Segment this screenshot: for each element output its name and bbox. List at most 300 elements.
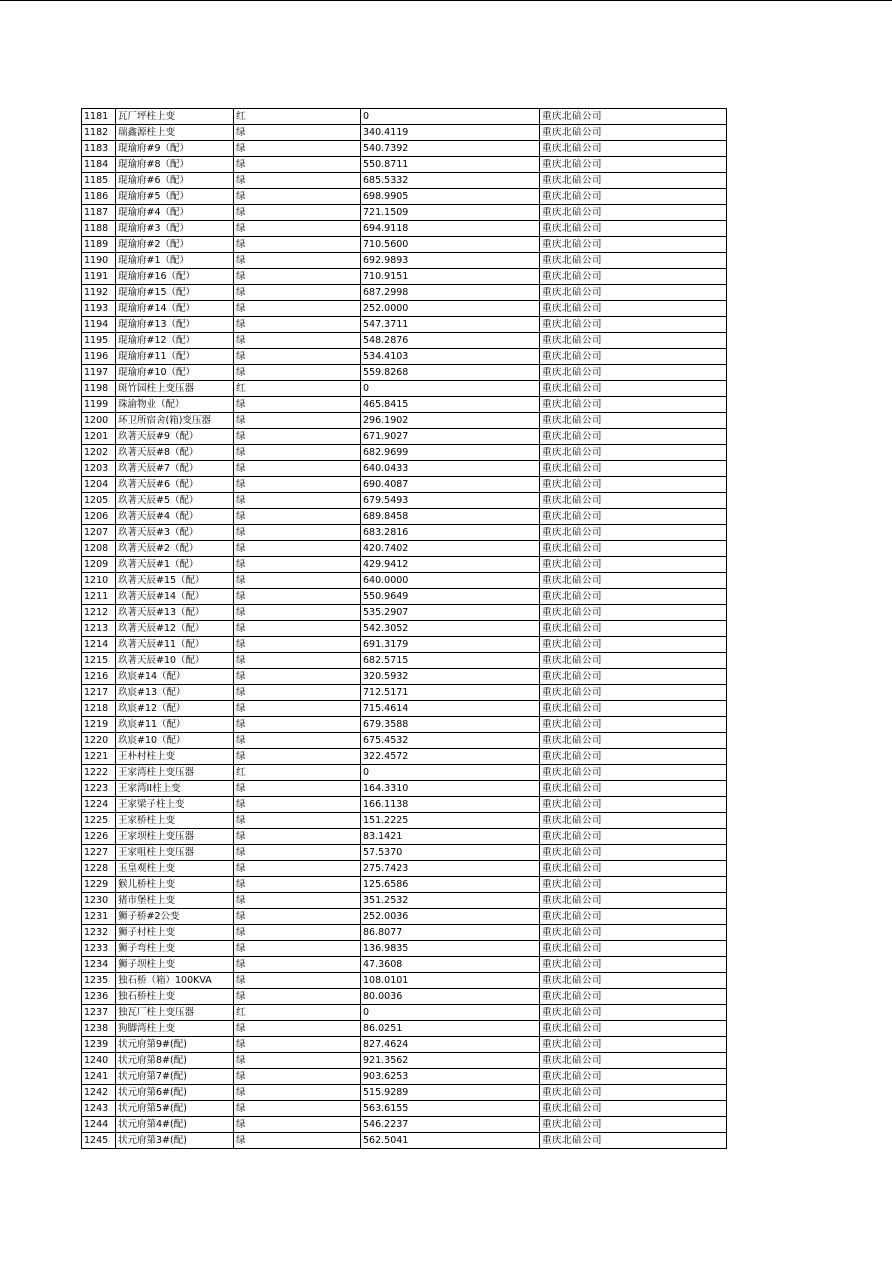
value-cell: 675.4532 [361,733,540,749]
company-cell: 重庆北碚公司 [540,109,727,125]
station-name-cell: 琨瑜府#11（配） [116,349,234,365]
table-row [82,221,727,237]
top-border-line [0,0,892,1]
table-row [82,637,727,653]
row-index-cell: 1241 [82,1069,116,1085]
row-index-cell: 1224 [82,797,116,813]
value-cell: 166.1138 [361,797,540,813]
table-row [82,653,727,669]
row-index-cell: 1218 [82,701,116,717]
station-name-cell: 王家桥柱上变 [116,813,234,829]
table-row [82,381,727,397]
station-name-cell: 琨瑜府#15（配） [116,285,234,301]
value-cell: 710.5600 [361,237,540,253]
station-name-cell: 玖著天辰#14（配） [116,589,234,605]
value-cell: 0 [361,1005,540,1021]
table-row [82,557,727,573]
status-cell: 绿 [234,813,361,829]
status-cell: 绿 [234,541,361,557]
station-name-cell: 王朴村柱上变 [116,749,234,765]
company-cell: 重庆北碚公司 [540,349,727,365]
value-cell: 903.6253 [361,1069,540,1085]
row-index-cell: 1222 [82,765,116,781]
station-name-cell: 琨瑜府#3（配） [116,221,234,237]
table-row [82,765,727,781]
status-cell: 绿 [234,653,361,669]
row-index-cell: 1226 [82,829,116,845]
station-name-cell: 猪市堡柱上变 [116,893,234,909]
row-index-cell: 1231 [82,909,116,925]
station-name-cell: 玉皇观柱上变 [116,861,234,877]
table-row [82,877,727,893]
status-cell: 绿 [234,877,361,893]
status-cell: 绿 [234,973,361,989]
company-cell: 重庆北碚公司 [540,221,727,237]
status-cell: 绿 [234,477,361,493]
table-row [82,509,727,525]
company-cell: 重庆北碚公司 [540,317,727,333]
company-cell: 重庆北碚公司 [540,525,727,541]
status-cell: 绿 [234,173,361,189]
table-row [82,461,727,477]
row-index-cell: 1223 [82,781,116,797]
company-cell: 重庆北碚公司 [540,1005,727,1021]
status-cell: 绿 [234,429,361,445]
station-name-cell: 玖宸#12（配） [116,701,234,717]
value-cell: 562.5041 [361,1133,540,1149]
table-row [82,1117,727,1133]
station-name-cell: 琨瑜府#12（配） [116,333,234,349]
row-index-cell: 1202 [82,445,116,461]
row-index-cell: 1188 [82,221,116,237]
company-cell: 重庆北碚公司 [540,749,727,765]
station-name-cell: 玖著天辰#12（配） [116,621,234,637]
company-cell: 重庆北碚公司 [540,637,727,653]
table-row [82,1021,727,1037]
row-index-cell: 1192 [82,285,116,301]
status-cell: 绿 [234,909,361,925]
company-cell: 重庆北碚公司 [540,621,727,637]
value-cell: 535.2907 [361,605,540,621]
station-name-cell: 王家梁子柱上变 [116,797,234,813]
status-cell: 红 [234,381,361,397]
company-cell: 重庆北碚公司 [540,717,727,733]
value-cell: 679.5493 [361,493,540,509]
table-row [82,125,727,141]
value-cell: 550.9649 [361,589,540,605]
value-cell: 0 [361,109,540,125]
status-cell: 绿 [234,1021,361,1037]
company-cell: 重庆北碚公司 [540,429,727,445]
company-cell: 重庆北碚公司 [540,301,727,317]
status-cell: 绿 [234,253,361,269]
company-cell: 重庆北碚公司 [540,269,727,285]
value-cell: 534.4103 [361,349,540,365]
row-index-cell: 1211 [82,589,116,605]
table-row [82,109,727,125]
table-row [82,621,727,637]
company-cell: 重庆北碚公司 [540,189,727,205]
row-index-cell: 1216 [82,669,116,685]
table-body [82,109,727,1149]
table-row [82,909,727,925]
status-cell: 绿 [234,445,361,461]
station-name-cell: 玖著天辰#15（配） [116,573,234,589]
status-cell: 绿 [234,941,361,957]
table-row [82,861,727,877]
status-cell: 绿 [234,493,361,509]
status-cell: 绿 [234,845,361,861]
table-row [82,333,727,349]
station-name-cell: 珠渝物业（配） [116,397,234,413]
company-cell: 重庆北碚公司 [540,173,727,189]
company-cell: 重庆北碚公司 [540,397,727,413]
station-name-cell: 状元府第9#(配) [116,1037,234,1053]
row-index-cell: 1244 [82,1117,116,1133]
table-row [82,1037,727,1053]
station-name-cell: 环卫所宿舍(箱)变压器 [116,413,234,429]
table-row [82,925,727,941]
station-name-cell: 独石桥柱上变 [116,989,234,1005]
value-cell: 322.4572 [361,749,540,765]
row-index-cell: 1208 [82,541,116,557]
value-cell: 563.6155 [361,1101,540,1117]
station-name-cell: 狮子桥#2公变 [116,909,234,925]
station-name-cell: 琨瑜府#4（配） [116,205,234,221]
status-cell: 绿 [234,1069,361,1085]
table-row [82,573,727,589]
value-cell: 340.4119 [361,125,540,141]
status-cell: 绿 [234,189,361,205]
row-index-cell: 1186 [82,189,116,205]
row-index-cell: 1187 [82,205,116,221]
value-cell: 827.4624 [361,1037,540,1053]
status-cell: 绿 [234,573,361,589]
row-index-cell: 1184 [82,157,116,173]
row-index-cell: 1219 [82,717,116,733]
company-cell: 重庆北碚公司 [540,797,727,813]
row-index-cell: 1243 [82,1101,116,1117]
status-cell: 红 [234,109,361,125]
value-cell: 351.2532 [361,893,540,909]
station-name-cell: 狮子弯柱上变 [116,941,234,957]
company-cell: 重庆北碚公司 [540,1037,727,1053]
row-index-cell: 1209 [82,557,116,573]
row-index-cell: 1191 [82,269,116,285]
row-index-cell: 1201 [82,429,116,445]
station-name-cell: 玖宸#11（配） [116,717,234,733]
table-row [82,605,727,621]
row-index-cell: 1185 [82,173,116,189]
status-cell: 绿 [234,221,361,237]
station-name-cell: 琨瑜府#14（配） [116,301,234,317]
status-cell: 绿 [234,669,361,685]
table-row [82,269,727,285]
company-cell: 重庆北碚公司 [540,413,727,429]
status-cell: 绿 [234,333,361,349]
status-cell: 绿 [234,157,361,173]
station-name-cell: 琨瑜府#6（配） [116,173,234,189]
row-index-cell: 1203 [82,461,116,477]
table-row [82,941,727,957]
value-cell: 0 [361,381,540,397]
status-cell: 红 [234,765,361,781]
value-cell: 559.8268 [361,365,540,381]
table-row [82,701,727,717]
station-name-cell: 瑞鑫源柱上变 [116,125,234,141]
value-cell: 682.9699 [361,445,540,461]
station-name-cell: 斑竹园柱上变压器 [116,381,234,397]
row-index-cell: 1233 [82,941,116,957]
row-index-cell: 1207 [82,525,116,541]
station-name-cell: 状元府第6#(配) [116,1085,234,1101]
value-cell: 715.4614 [361,701,540,717]
status-cell: 绿 [234,685,361,701]
row-index-cell: 1199 [82,397,116,413]
company-cell: 重庆北碚公司 [540,365,727,381]
table-row [82,157,727,173]
table-row [82,685,727,701]
row-index-cell: 1214 [82,637,116,653]
station-name-cell: 玖著天辰#9（配） [116,429,234,445]
row-index-cell: 1206 [82,509,116,525]
company-cell: 重庆北碚公司 [540,461,727,477]
table-row [82,1085,727,1101]
company-cell: 重庆北碚公司 [540,941,727,957]
row-index-cell: 1235 [82,973,116,989]
value-cell: 57.5370 [361,845,540,861]
row-index-cell: 1237 [82,1005,116,1021]
status-cell: 绿 [234,317,361,333]
station-name-cell: 狗脚湾柱上变 [116,1021,234,1037]
table-row [82,445,727,461]
table-row [82,477,727,493]
table-row [82,237,727,253]
station-name-cell: 玖著天辰#1（配） [116,557,234,573]
station-name-cell: 玖著天辰#6（配） [116,477,234,493]
value-cell: 547.3711 [361,317,540,333]
row-index-cell: 1212 [82,605,116,621]
value-cell: 429.9412 [361,557,540,573]
value-cell: 640.0000 [361,573,540,589]
table-row [82,1133,727,1149]
company-cell: 重庆北碚公司 [540,285,727,301]
value-cell: 47.3608 [361,957,540,973]
station-name-cell: 状元府第3#(配) [116,1133,234,1149]
value-cell: 252.0036 [361,909,540,925]
station-name-cell: 玖著天辰#5（配） [116,493,234,509]
company-cell: 重庆北碚公司 [540,669,727,685]
status-cell: 绿 [234,861,361,877]
status-cell: 绿 [234,397,361,413]
company-cell: 重庆北碚公司 [540,1133,727,1149]
company-cell: 重庆北碚公司 [540,973,727,989]
table-row [82,717,727,733]
station-name-cell: 王家湾柱上变压器 [116,765,234,781]
table-row [82,365,727,381]
value-cell: 685.5332 [361,173,540,189]
table-row [82,301,727,317]
value-cell: 542.3052 [361,621,540,637]
row-index-cell: 1240 [82,1053,116,1069]
company-cell: 重庆北碚公司 [540,765,727,781]
station-name-cell: 玖著天辰#8（配） [116,445,234,461]
station-name-cell: 琨瑜府#9（配） [116,141,234,157]
table-row [82,989,727,1005]
company-cell: 重庆北碚公司 [540,253,727,269]
row-index-cell: 1205 [82,493,116,509]
station-name-cell: 玖著天辰#11（配） [116,637,234,653]
station-name-cell: 玖宸#13（配） [116,685,234,701]
company-cell: 重庆北碚公司 [540,1085,727,1101]
status-cell: 绿 [234,349,361,365]
status-cell: 绿 [234,1085,361,1101]
value-cell: 80.0036 [361,989,540,1005]
company-cell: 重庆北碚公司 [540,589,727,605]
status-cell: 绿 [234,557,361,573]
value-cell: 125.6586 [361,877,540,893]
company-cell: 重庆北碚公司 [540,445,727,461]
company-cell: 重庆北碚公司 [540,877,727,893]
company-cell: 重庆北碚公司 [540,893,727,909]
row-index-cell: 1200 [82,413,116,429]
station-name-cell: 琨瑜府#10（配） [116,365,234,381]
status-cell: 绿 [234,701,361,717]
value-cell: 0 [361,765,540,781]
value-cell: 721.1509 [361,205,540,221]
company-cell: 重庆北碚公司 [540,733,727,749]
value-cell: 691.3179 [361,637,540,653]
company-cell: 重庆北碚公司 [540,685,727,701]
table-row [82,973,727,989]
table-row [82,1101,727,1117]
status-cell: 绿 [234,365,361,381]
value-cell: 689.8458 [361,509,540,525]
row-index-cell: 1232 [82,925,116,941]
table-row [82,669,727,685]
value-cell: 151.2225 [361,813,540,829]
row-index-cell: 1234 [82,957,116,973]
value-cell: 710.9151 [361,269,540,285]
company-cell: 重庆北碚公司 [540,845,727,861]
row-index-cell: 1238 [82,1021,116,1037]
status-cell: 绿 [234,461,361,477]
table-row [82,957,727,973]
status-cell: 绿 [234,1117,361,1133]
table-row [82,797,727,813]
status-cell: 绿 [234,301,361,317]
station-name-cell: 王家咀柱上变压器 [116,845,234,861]
company-cell: 重庆北碚公司 [540,541,727,557]
value-cell: 692.9893 [361,253,540,269]
row-index-cell: 1183 [82,141,116,157]
status-cell: 绿 [234,989,361,1005]
company-cell: 重庆北碚公司 [540,829,727,845]
status-cell: 绿 [234,733,361,749]
company-cell: 重庆北碚公司 [540,781,727,797]
station-name-cell: 玖著天辰#13（配） [116,605,234,621]
table-row [82,173,727,189]
company-cell: 重庆北碚公司 [540,1021,727,1037]
status-cell: 绿 [234,1053,361,1069]
value-cell: 690.4087 [361,477,540,493]
station-name-cell: 状元府第8#(配) [116,1053,234,1069]
station-name-cell: 猴儿桥柱上变 [116,877,234,893]
row-index-cell: 1204 [82,477,116,493]
company-cell: 重庆北碚公司 [540,701,727,717]
row-index-cell: 1198 [82,381,116,397]
table-row [82,1053,727,1069]
value-cell: 515.9289 [361,1085,540,1101]
station-name-cell: 状元府第5#(配) [116,1101,234,1117]
value-cell: 164.3310 [361,781,540,797]
station-name-cell: 玖著天辰#4（配） [116,509,234,525]
company-cell: 重庆北碚公司 [540,125,727,141]
station-name-cell: 玖宸#10（配） [116,733,234,749]
row-index-cell: 1190 [82,253,116,269]
status-cell: 绿 [234,637,361,653]
company-cell: 重庆北碚公司 [540,509,727,525]
status-cell: 绿 [234,1101,361,1117]
table-row [82,349,727,365]
value-cell: 108.0101 [361,973,540,989]
table-row [82,749,727,765]
value-cell: 712.5171 [361,685,540,701]
status-cell: 绿 [234,1133,361,1149]
row-index-cell: 1220 [82,733,116,749]
row-index-cell: 1213 [82,621,116,637]
row-index-cell: 1230 [82,893,116,909]
transformer-table [81,108,727,1149]
status-cell: 绿 [234,925,361,941]
value-cell: 548.2876 [361,333,540,349]
station-name-cell: 状元府第7#(配) [116,1069,234,1085]
value-cell: 420.7402 [361,541,540,557]
row-index-cell: 1217 [82,685,116,701]
value-cell: 921.3562 [361,1053,540,1069]
value-cell: 550.8711 [361,157,540,173]
status-cell: 绿 [234,285,361,301]
table-row [82,413,727,429]
station-name-cell: 瓦厂坪柱上变 [116,109,234,125]
table-row [82,205,727,221]
station-name-cell: 玖著天辰#2（配） [116,541,234,557]
station-name-cell: 独石桥（箱）100KVA [116,973,234,989]
row-index-cell: 1236 [82,989,116,1005]
row-index-cell: 1196 [82,349,116,365]
row-index-cell: 1228 [82,861,116,877]
table-row [82,253,727,269]
table-row [82,733,727,749]
value-cell: 320.5932 [361,669,540,685]
table-row [82,285,727,301]
company-cell: 重庆北碚公司 [540,813,727,829]
value-cell: 694.9118 [361,221,540,237]
row-index-cell: 1194 [82,317,116,333]
company-cell: 重庆北碚公司 [540,925,727,941]
table-row [82,317,727,333]
status-cell: 绿 [234,509,361,525]
station-name-cell: 独瓦厂柱上变压器 [116,1005,234,1021]
company-cell: 重庆北碚公司 [540,1069,727,1085]
table-row [82,781,727,797]
company-cell: 重庆北碚公司 [540,557,727,573]
value-cell: 671.9027 [361,429,540,445]
station-name-cell: 玖著天辰#3（配） [116,525,234,541]
station-name-cell: 琨瑜府#13（配） [116,317,234,333]
company-cell: 重庆北碚公司 [540,333,727,349]
table-row [82,189,727,205]
